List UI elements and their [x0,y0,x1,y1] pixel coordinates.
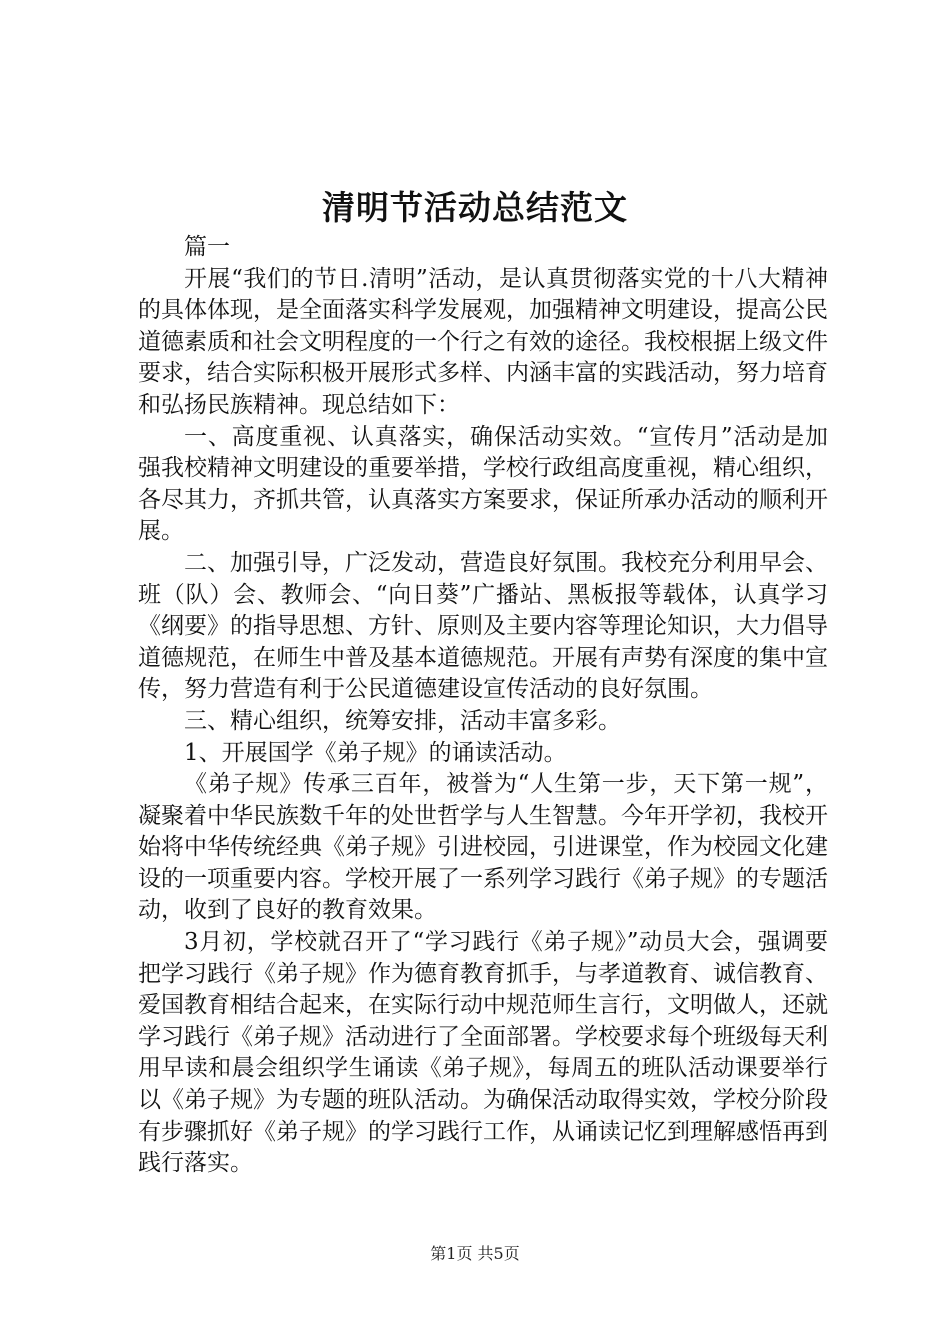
body-paragraph: 二、加强引导，广泛发动，营造良好氛围。我校充分利用早会、班（队）会、教师会、“向日葵”广播站、黑板报等载体，认真学习《纲要》的指导思想、方针、原则及主要内容等理论知识，大力倡导道德规范，在师生中普及基本道德规范。开展有声势有深度的集中宣传，努力营造有利于公民道德建设宣传活动的良好氛围。 [138,549,828,703]
section-heading: 篇一 [184,234,230,260]
body-paragraph: 1、开展国学《弟子规》的诵读活动。 [184,739,567,766]
document-body [138,232,828,1180]
body-paragraph: 三、精心组织，统筹安排，活动丰富多彩。 [184,707,621,734]
body-paragraph: 开展“我们的节日.清明”活动，是认真贯彻落实党的十八大精神的具体体现，是全面落实科学发展观，加强精神文明建设，提高公民道德素质和社会文明程度的一个行之有效的途径。我校根据上级文件要求，结合实际积极开展形式多样、内涵丰富的实践活动，努力培育和弘扬民族精神。现总结如下： [138,265,828,418]
document-title: 清明节活动总结范文 [322,188,628,227]
body-paragraph: 《弟子规》传承三百年，被誉为“人生第一步，天下第一规”，凝聚着中华民族数千年的处世哲学与人生智慧。今年开学初，我校开始将中华传统经典《弟子规》引进校园，引进课堂，作为校园文化建设的一项重要内容。学校开展了一系列学习践行《弟子规》的专题活动，收到了良好的教育效果。 [138,771,828,924]
body-paragraph: 3月初，学校就召开了“学习践行《弟子规》”动员大会，强调要把学习践行《弟子规》作为德育教育抓手，与孝道教育、诚信教育、爱国教育相结合起来，在实际行动中规范师生言行，文明做人，还就学习践行《弟子规》活动进行了全面部署。学校要求每个班级每天利用早读和晨会组织学生诵读《弟子规》，每周五的班队活动课要举行以《弟子规》为专题的班队活动。为确保活动取得实效，学校分阶段有步骤抓好《弟子规》的学习践行工作，从诵读记忆到理解感悟再到践行落实。 [138,929,828,1177]
page-indicator: 第1页 共5页 [430,1244,520,1263]
body-paragraph: 一、高度重视、认真落实，确保活动实效。“宣传月”活动是加强我校精神文明建设的重要举措，学校行政组高度重视，精心组织，各尽其力，齐抓共管，认真落实方案要求，保证所承办活动的顺利开展。 [138,423,828,545]
